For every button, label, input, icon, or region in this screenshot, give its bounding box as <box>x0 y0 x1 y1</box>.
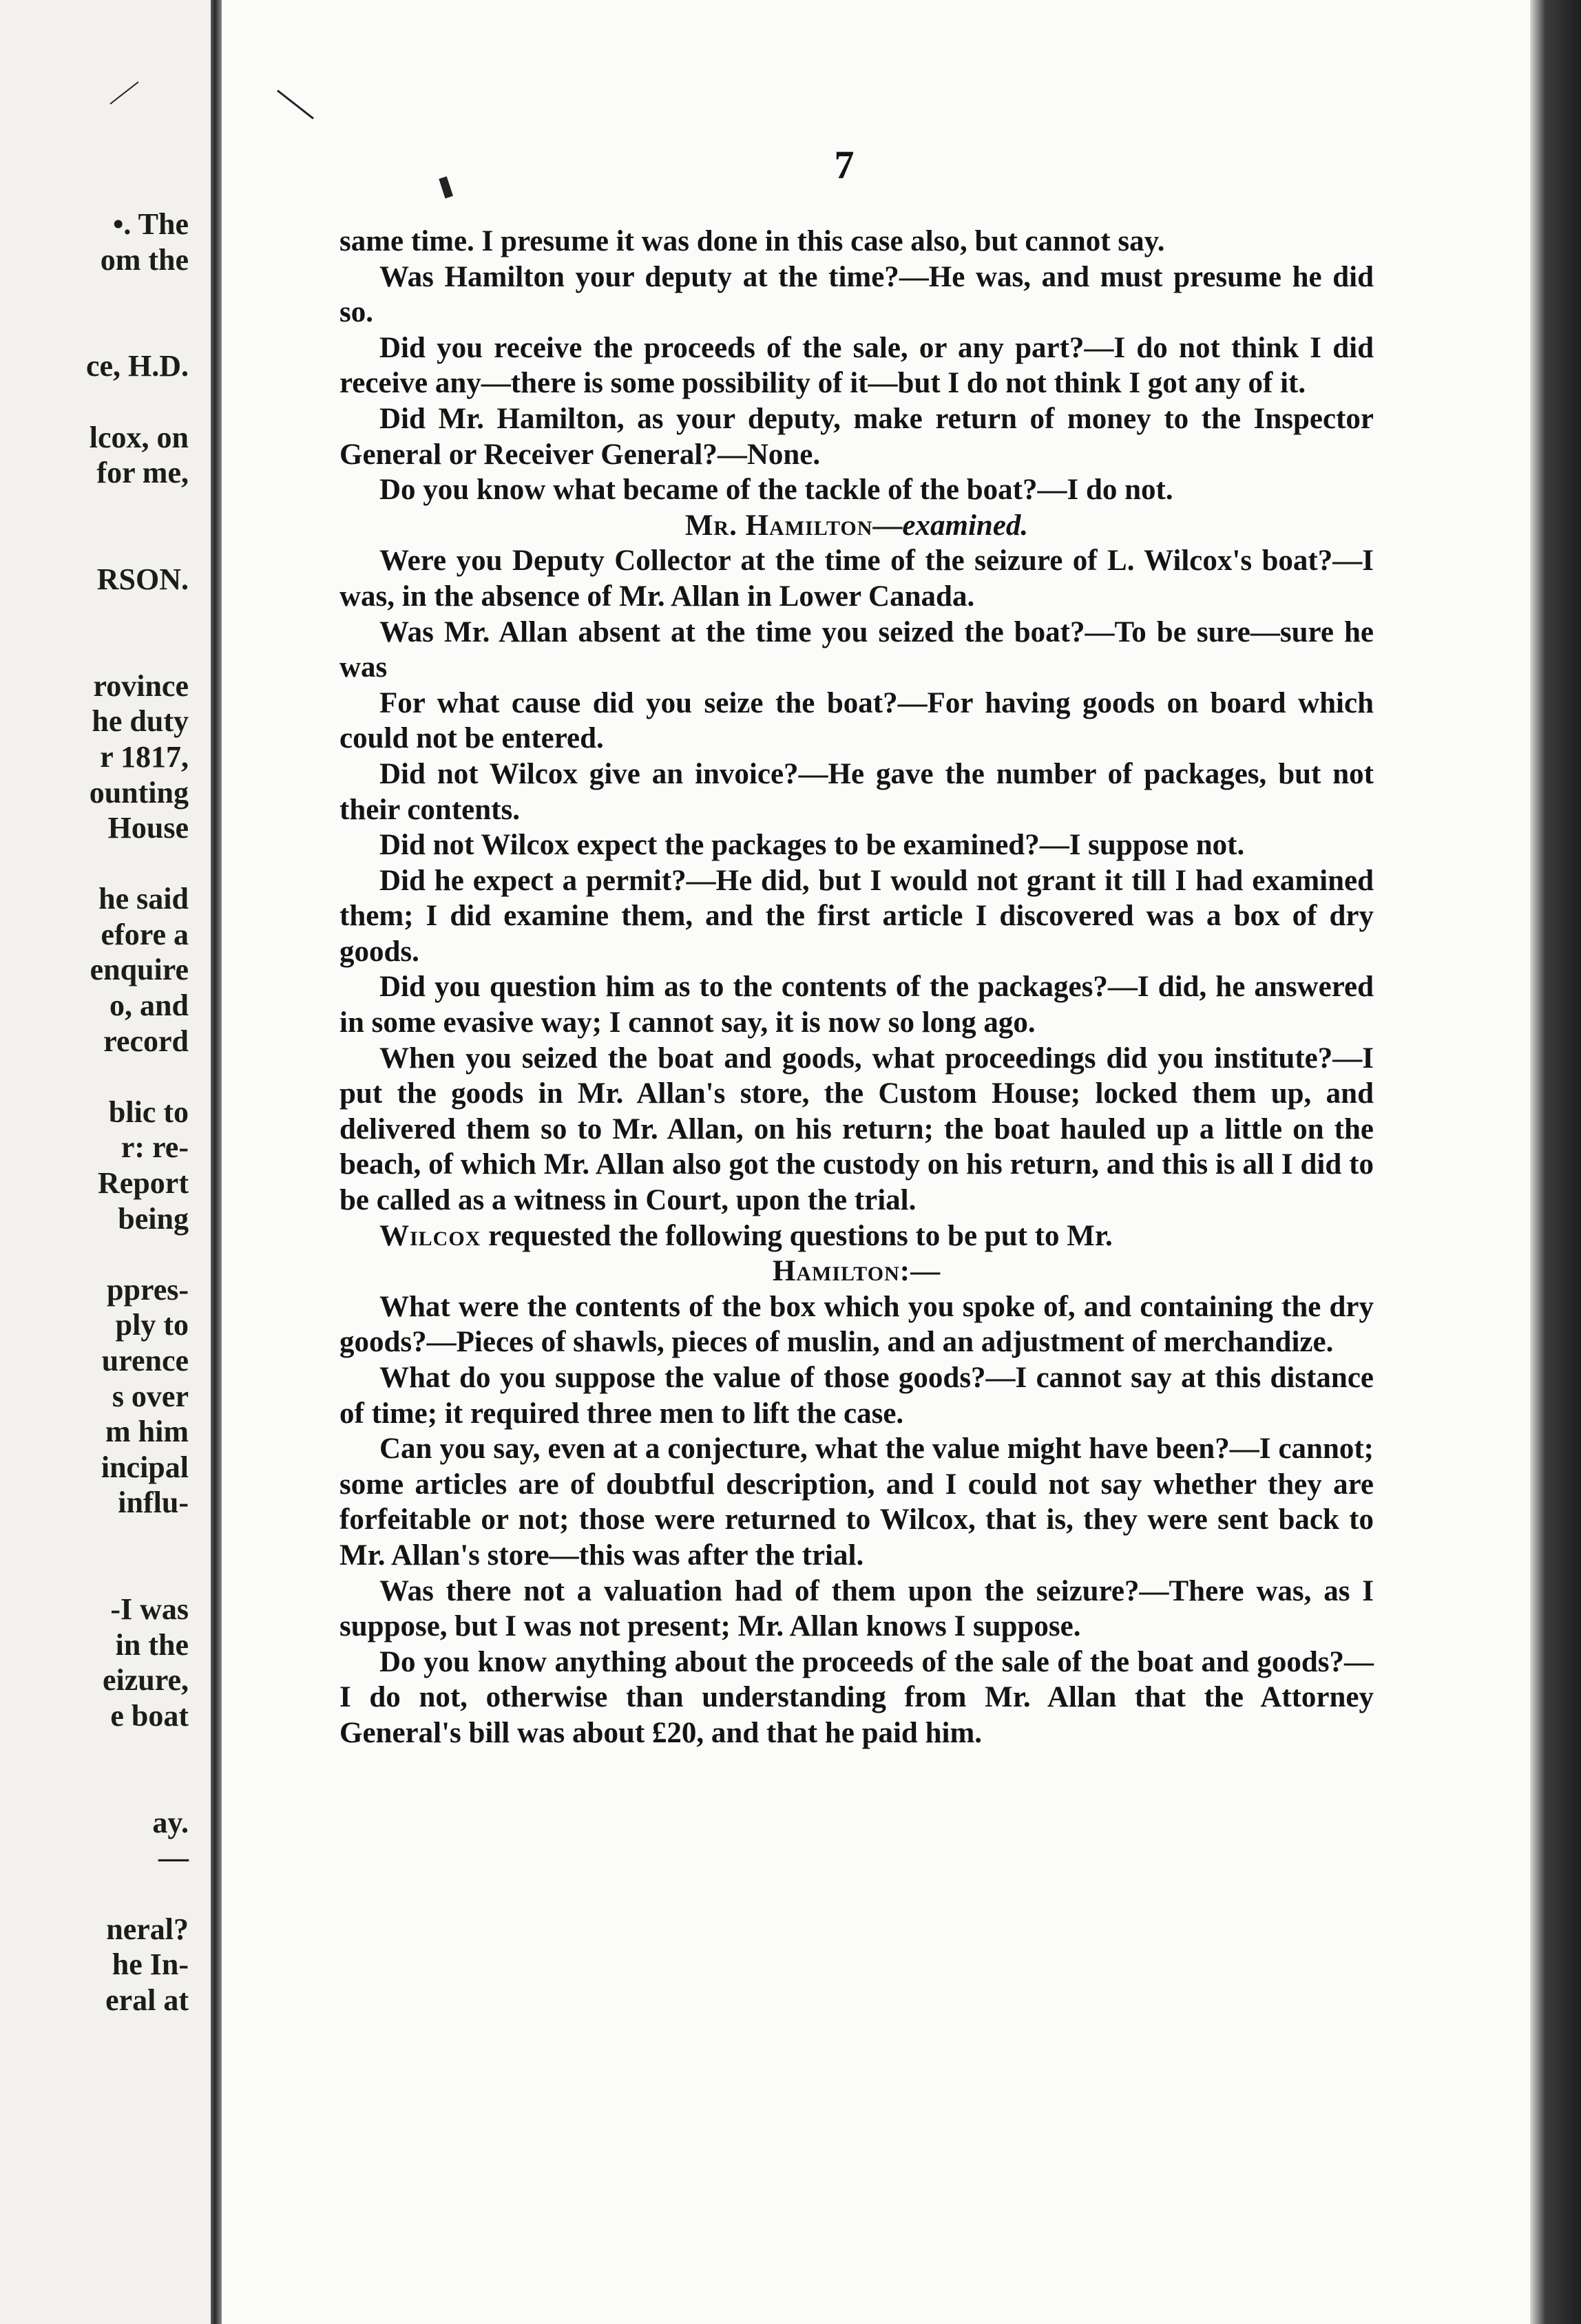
paragraph <box>339 1218 1374 1254</box>
left-fragment-line: o, and <box>109 989 189 1023</box>
left-fragment-line: e boat <box>110 1698 189 1733</box>
left-fragment-line: •. The <box>113 207 189 241</box>
left-fragment-line <box>0 526 189 562</box>
left-fragment-line <box>0 633 189 668</box>
left-fragment-line: House <box>107 811 189 845</box>
left-fragment-line: incipal <box>101 1450 189 1484</box>
left-fragment-line <box>0 384 189 420</box>
paragraph: Was Hamilton your deputy at the time?—He was, and must presume he did so. <box>339 260 1374 329</box>
left-fragment-line <box>0 1556 189 1592</box>
paragraph: For what cause did you seize the boat?—For having goods on board which could not be entered. <box>339 686 1374 755</box>
paragraph: Did not Wilcox give an invoice?—He gave the number of packages, but not their contents. <box>339 757 1374 826</box>
paragraph: Do you know anything about the proceeds of the sale of the boat and goods?—I do not, otherwise than understanding from Mr. Allan that the Attorney General's bill was about £20, and that he paid him. <box>339 1645 1374 1749</box>
right-page-edge <box>1530 0 1581 2324</box>
left-fragment-line: he said <box>98 882 189 916</box>
wilcox-name: Wilcox <box>379 1219 481 1252</box>
paragraph: Was there not a valuation had of them upon the seizure?—There was, as I suppose, but I was not present; Mr. Allan knows I suppose. <box>339 1574 1374 1643</box>
left-fragment-line: eizure, <box>102 1663 189 1698</box>
left-fragment-line <box>0 313 189 349</box>
left-fragment-line: m him <box>105 1415 189 1449</box>
paragraph: When you seized the boat and goods, what proceedings did you institute?—I put the goods in Mr. Allan's store, the Custom House; locked them up, and delivered them so to Mr. Allan, on his return; the boat hauled up a little on the beach, of which Mr. Allan also got the custody on his return, and this is all I did to be called as a witness in Court, upon the trial. <box>339 1042 1374 1217</box>
left-fragment-line: ay. <box>152 1805 189 1839</box>
left-fragment-line: om the <box>100 242 189 277</box>
left-fragment-line <box>0 846 189 882</box>
left-fragment-line: urence <box>101 1344 189 1377</box>
left-fragment-line: RSON. <box>96 562 189 596</box>
wilcox-request-text: requested the following questions to be put to Mr. <box>481 1219 1113 1252</box>
left-fragment-line: r 1817, <box>100 739 189 774</box>
left-fragment-line <box>0 598 189 633</box>
left-fragment-line: eral at <box>105 1983 189 2017</box>
left-fragment-line <box>0 1734 189 1770</box>
left-fragment-line: for me, <box>96 456 189 490</box>
left-fragment-line: efore a <box>101 917 189 951</box>
document-body <box>339 224 1374 1751</box>
paragraph: What were the contents of the box which you spoke of, and containing the dry goods?—Pieces of shawls, pieces of muslin, and an adjustment of merchandize. <box>339 1290 1374 1359</box>
paragraph: Did you question him as to the contents of the packages?—I did, he answered in some evasive way; I cannot say, it is now so long ago. <box>339 971 1374 1039</box>
paragraph: Were you Deputy Collector at the time of the seizure of L. Wilcox's boat?—I was, in the absence of Mr. Allan in Lower Canada. <box>339 545 1374 613</box>
left-fragment-line <box>0 1876 189 1912</box>
paragraph: Was Mr. Allan absent at the time you seized the boat?—To be sure—sure he was <box>339 615 1374 684</box>
left-page-text-fragment <box>0 207 189 2018</box>
left-fragment-line: Report <box>98 1166 189 1201</box>
left-fragment-line: blic to <box>108 1095 189 1129</box>
left-fragment-line: he In- <box>112 1947 189 1982</box>
section-heading <box>339 508 1374 544</box>
left-fragment-line: he duty <box>92 704 189 739</box>
page-number: 7 <box>834 142 855 187</box>
left-fragment-line: in the <box>115 1627 189 1662</box>
paragraph: Did you receive the proceeds of the sale, or any part?—I do not think I did receive any—there is some possibility of it—but I do not think I got any of it. <box>339 331 1374 400</box>
left-fragment-line: -I was <box>110 1592 189 1627</box>
paragraph: same time. I presume it was done in this case also, but cannot say. <box>339 225 1165 257</box>
left-fragment-line: ce, H.D. <box>85 349 189 383</box>
left-fragment-line: record <box>103 1024 189 1058</box>
left-fragment-line <box>0 277 189 313</box>
section-heading-hamilton: Hamilton:— <box>772 1255 941 1288</box>
heading-dash: — <box>872 509 903 542</box>
paragraph: Did Mr. Hamilton, as your deputy, make return of money to the Inspector General or Receiver General?—None. <box>339 402 1374 471</box>
left-fragment-line: — <box>158 1841 189 1875</box>
paragraph: What do you suppose the value of those goods?—I cannot say at this distance of time; it required three men to lift the case. <box>339 1362 1374 1430</box>
left-fragment-line <box>0 1059 189 1095</box>
left-fragment-line: ply to <box>115 1308 189 1342</box>
left-fragment-line: ounting <box>89 775 189 810</box>
left-fragment-line: rovince <box>93 668 189 703</box>
left-fragment-line: s over <box>112 1379 189 1413</box>
left-fragment-line <box>0 1236 189 1272</box>
left-fragment-line <box>0 491 189 527</box>
book-gutter <box>211 0 222 2324</box>
paragraph: Do you know what became of the tackle of the boat?—I do not. <box>379 474 1173 507</box>
heading-label: examined. <box>902 509 1029 542</box>
left-fragment-line <box>0 1521 189 1556</box>
paragraph: Can you say, even at a conjecture, what the value might have been?—I cannot; some articles are of doubtful description, and I could not say whether they are forfeitable or not; those were returned to Wilcox, that is, they were sent back to Mr. Allan's store—this was after the trial. <box>339 1433 1374 1572</box>
heading-name: Mr. Hamilton <box>684 509 873 542</box>
paragraph: Did not Wilcox expect the packages to be examined?—I suppose not. <box>379 829 1245 862</box>
left-fragment-line: enquire <box>90 953 189 987</box>
left-fragment-line: ppres- <box>107 1272 189 1307</box>
left-fragment-line: neral? <box>106 1912 189 1946</box>
left-fragment-line: influ- <box>118 1486 189 1520</box>
left-fragment-line: lcox, on <box>89 420 189 454</box>
left-fragment-line: being <box>118 1201 189 1236</box>
left-fragment-line <box>0 1769 189 1805</box>
left-page-edge <box>0 0 219 2324</box>
paragraph: Did he expect a permit?—He did, but I would not grant it till I had examined them; I did examine them, and the first article I discovered was a box of dry goods. <box>339 864 1374 968</box>
left-fragment-line: r: re- <box>121 1130 189 1165</box>
